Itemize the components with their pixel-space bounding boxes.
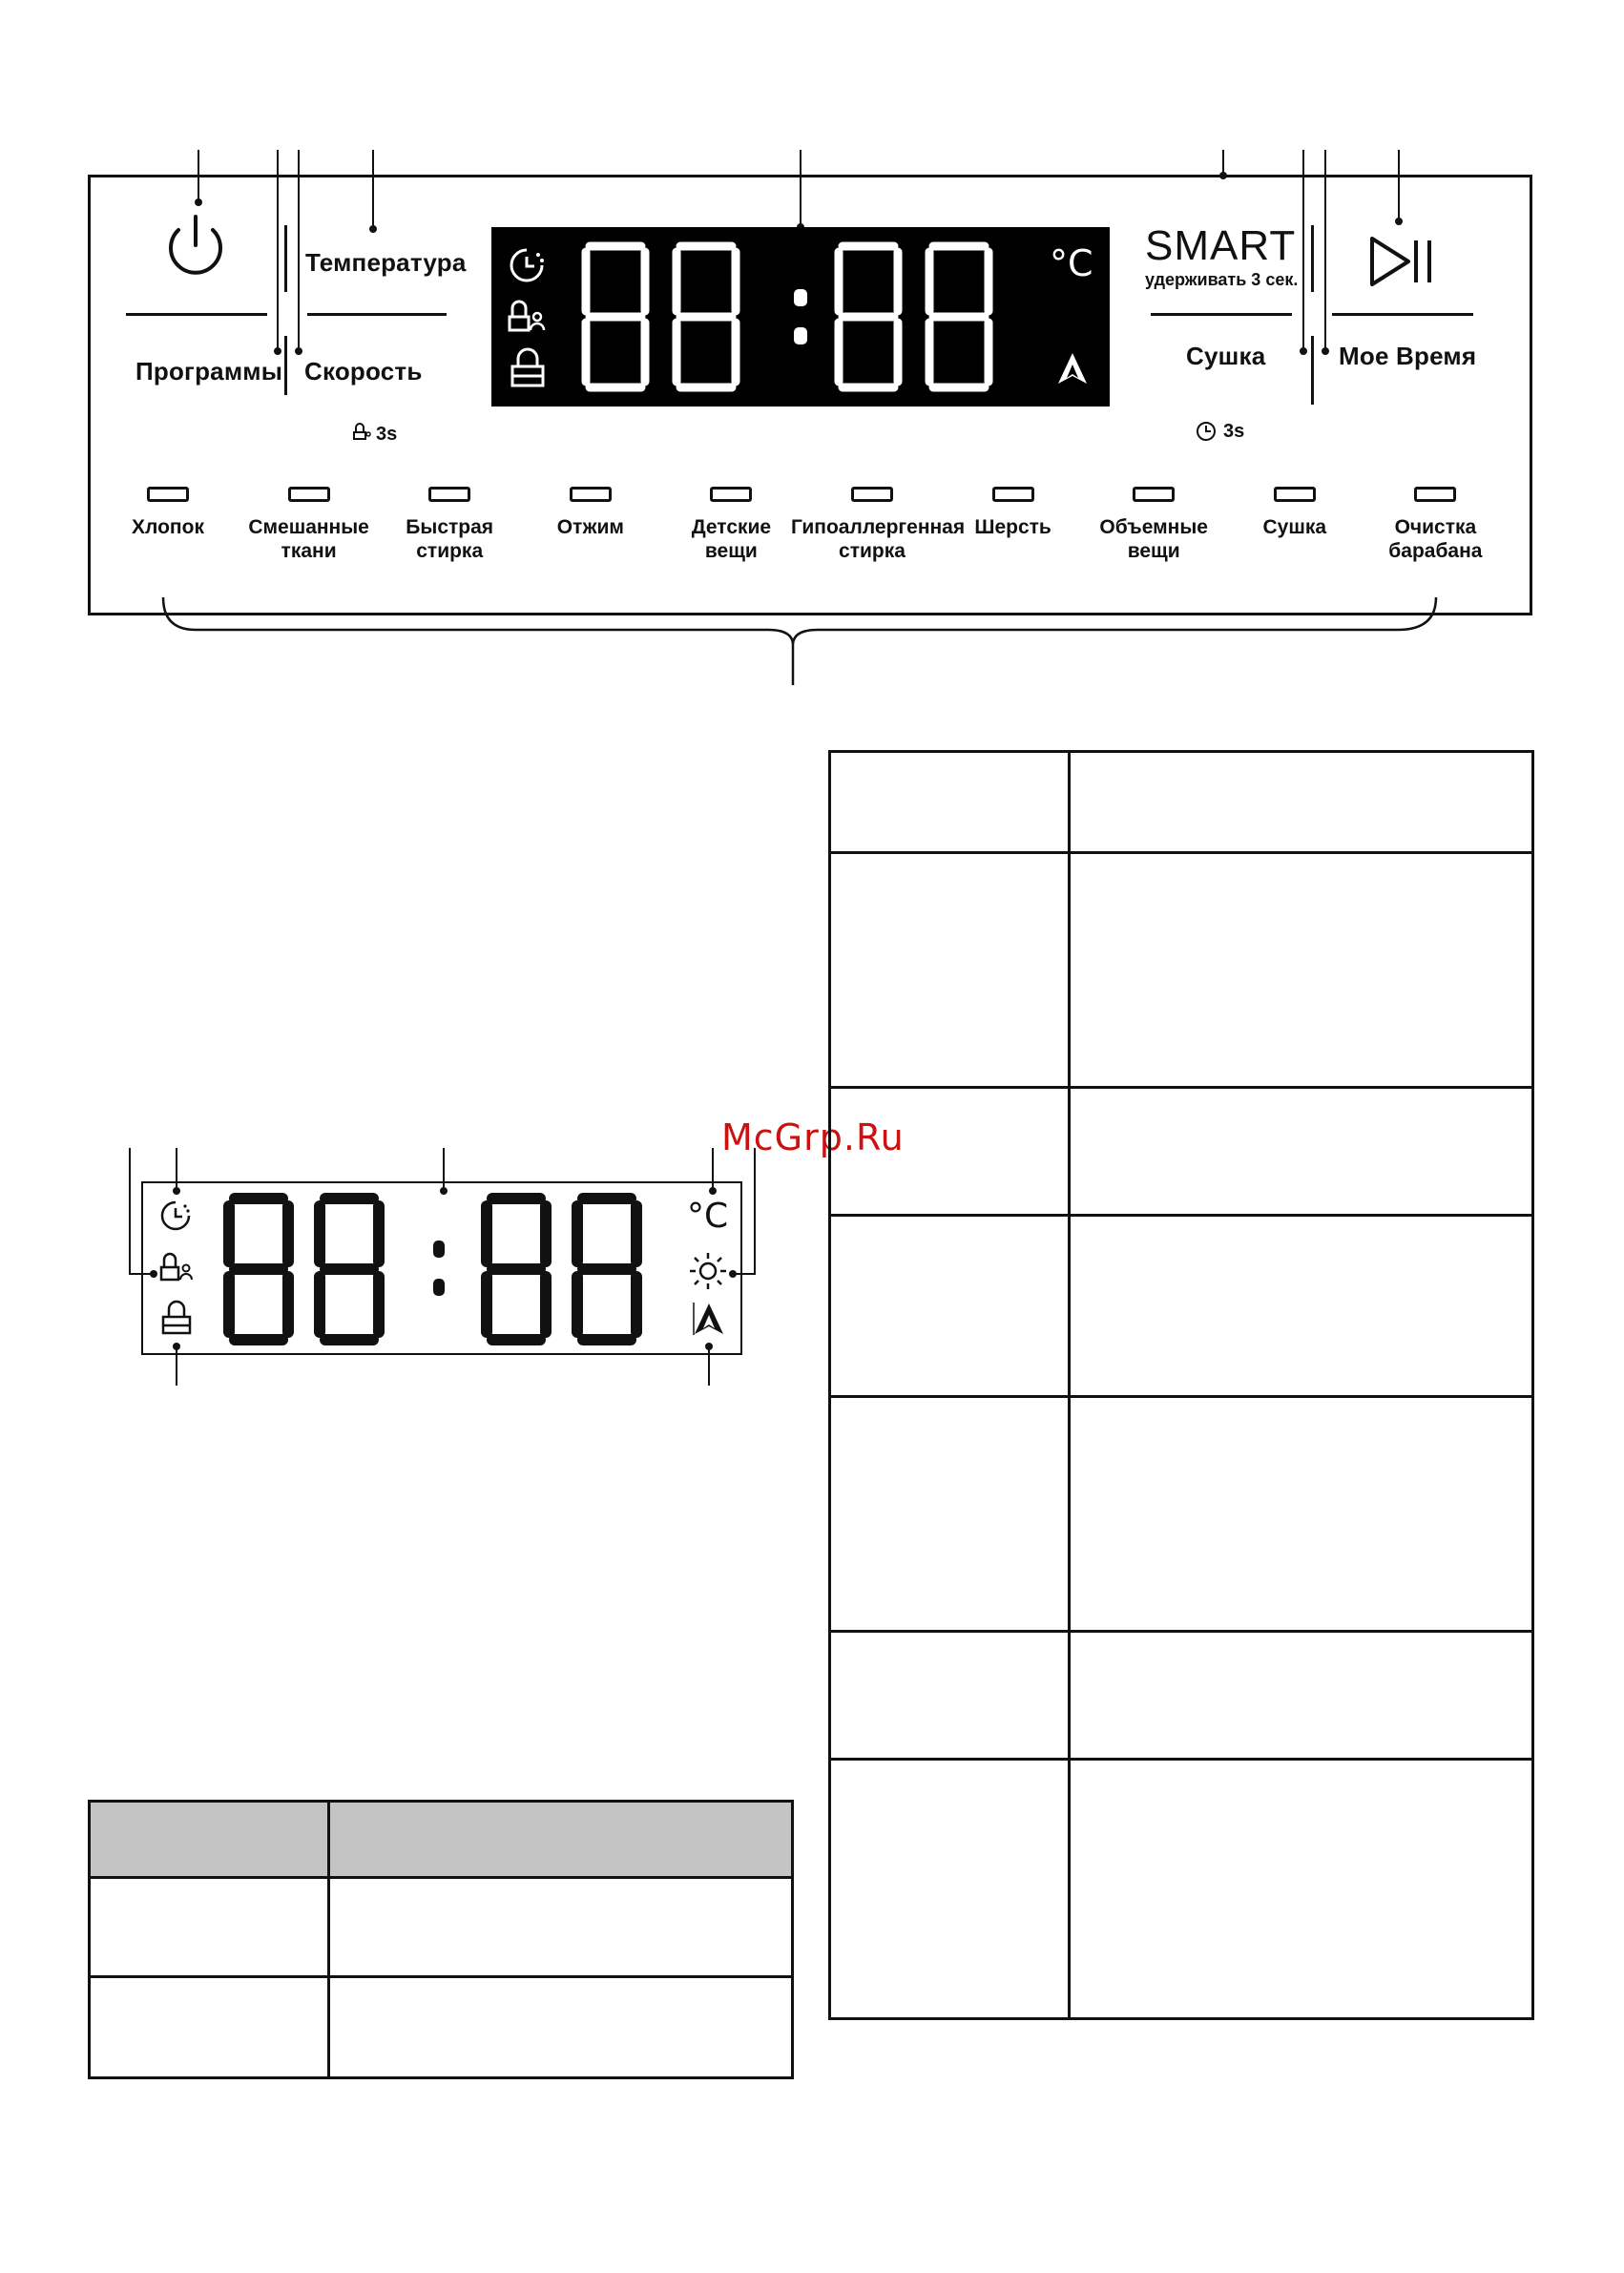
callout-line xyxy=(372,150,374,228)
timer-icon xyxy=(1195,420,1218,443)
watermark: McGrp.Ru xyxy=(721,1116,905,1158)
play-pause-button[interactable] xyxy=(1366,231,1443,292)
table-cell xyxy=(90,1878,329,1977)
program-indicator[interactable] xyxy=(1414,487,1456,502)
table-cell xyxy=(1070,1760,1533,2019)
program-label: Сушка xyxy=(1262,516,1327,538)
program-bracket xyxy=(157,592,1446,687)
smart-button[interactable]: SMART xyxy=(1145,222,1297,269)
table-cell xyxy=(329,1977,793,2078)
callout-line xyxy=(129,1273,152,1275)
program-option[interactable] xyxy=(228,515,390,563)
auto-icon xyxy=(1056,351,1089,386)
programs-button[interactable]: Программы xyxy=(135,357,283,386)
program-indicator[interactable] xyxy=(710,487,752,502)
child-lock-icon xyxy=(158,1250,195,1286)
program-option[interactable] xyxy=(1214,515,1376,539)
door-lock-icon xyxy=(160,1300,193,1336)
table-cell xyxy=(329,1878,793,1977)
program-label: Отжим xyxy=(556,516,624,538)
my-time-button[interactable]: Мое Время xyxy=(1339,342,1477,370)
dry-button[interactable]: Сушка xyxy=(1186,342,1266,370)
smart-hint: удерживать 3 сек. xyxy=(1145,270,1299,289)
divider xyxy=(1311,225,1314,292)
program-indicator[interactable] xyxy=(570,487,612,502)
divider xyxy=(284,336,287,395)
celsius-icon: °C xyxy=(1050,242,1093,284)
program-label: Быстрая стирка xyxy=(406,516,494,562)
table-cell xyxy=(830,853,1070,1088)
table-cell xyxy=(1070,1397,1533,1632)
callout-dot xyxy=(1322,347,1329,355)
colon-dot xyxy=(433,1279,445,1296)
callout-line xyxy=(800,150,802,228)
digit xyxy=(577,1199,636,1340)
program-option[interactable] xyxy=(1072,515,1235,563)
callout-dot xyxy=(369,225,377,233)
program-label: Очистка барабана xyxy=(1388,516,1483,562)
program-option[interactable] xyxy=(1354,515,1516,563)
callout-dot xyxy=(274,347,281,355)
table-cell xyxy=(90,1977,329,2078)
program-option[interactable] xyxy=(510,515,672,539)
program-indicator[interactable] xyxy=(1274,487,1316,502)
program-indicator[interactable] xyxy=(288,487,330,502)
table-header-cell xyxy=(90,1802,329,1878)
table-cell xyxy=(830,1397,1070,1632)
callout-line xyxy=(754,1148,756,1274)
timer-icon xyxy=(158,1199,193,1233)
divider xyxy=(126,313,267,316)
speed-button[interactable]: Скорость xyxy=(304,357,423,386)
digit xyxy=(229,1199,288,1340)
child-lock-icon xyxy=(507,298,547,338)
program-label: Хлопок xyxy=(132,516,204,538)
table-header-cell xyxy=(329,1802,793,1878)
callout-dot xyxy=(1219,172,1227,179)
celsius-icon: °C xyxy=(687,1197,729,1236)
callout-dot xyxy=(173,1187,180,1195)
table-cell xyxy=(1070,1632,1533,1760)
callout-dot xyxy=(173,1343,180,1350)
program-label: Шерсть xyxy=(974,516,1051,538)
program-option[interactable] xyxy=(932,515,1094,539)
program-indicator[interactable] xyxy=(992,487,1034,502)
callout-line xyxy=(708,1345,710,1386)
colon-dot xyxy=(433,1241,445,1258)
program-label: Детские вещи xyxy=(691,516,772,562)
callout-line xyxy=(277,150,279,350)
callout-line xyxy=(712,1148,714,1192)
digit xyxy=(487,1199,546,1340)
program-option[interactable] xyxy=(650,515,812,563)
digit xyxy=(320,1199,379,1340)
timer-icon xyxy=(507,245,547,285)
timer-hold-time: 3s xyxy=(1223,421,1245,442)
divider xyxy=(1311,336,1314,405)
door-lock-icon xyxy=(509,347,547,389)
digit xyxy=(677,246,736,387)
callout-line xyxy=(129,1148,131,1274)
divider xyxy=(307,313,447,316)
program-indicator[interactable] xyxy=(1133,487,1175,502)
sun-icon xyxy=(687,1250,729,1292)
program-indicator[interactable] xyxy=(147,487,189,502)
callout-dot xyxy=(295,347,302,355)
callout-dot xyxy=(729,1270,737,1278)
play-pause-icon xyxy=(1366,231,1443,292)
table-cell xyxy=(830,1216,1070,1397)
table-cell xyxy=(830,1760,1070,2019)
table-cell xyxy=(1070,853,1533,1088)
divider xyxy=(1151,313,1292,316)
power-button[interactable] xyxy=(157,205,234,282)
time-display xyxy=(216,1189,664,1347)
callout-dot xyxy=(1395,218,1403,225)
digit xyxy=(586,246,645,387)
program-option[interactable] xyxy=(791,515,966,563)
auto-icon xyxy=(693,1302,725,1336)
colon-dot xyxy=(794,289,807,306)
program-label: Объемные вещи xyxy=(1099,516,1208,562)
table-cell xyxy=(830,1632,1070,1760)
callout-line xyxy=(298,150,300,352)
callout-line xyxy=(1324,150,1326,352)
callout-line xyxy=(176,1148,177,1192)
right-table xyxy=(828,750,1534,2020)
table-cell xyxy=(1070,1216,1533,1397)
divider xyxy=(284,225,287,292)
callout-dot xyxy=(705,1343,713,1350)
left-table xyxy=(88,1800,794,2079)
callout-line xyxy=(443,1148,445,1192)
colon-dot xyxy=(794,327,807,344)
callout-line xyxy=(1302,150,1304,352)
program-label: Гипоаллергенная стирка xyxy=(791,516,966,562)
program-indicator[interactable] xyxy=(851,487,893,502)
digit xyxy=(929,246,989,387)
callout-line xyxy=(176,1345,177,1386)
callout-dot xyxy=(150,1270,157,1278)
child-lock-icon xyxy=(352,421,373,442)
callout-dot xyxy=(709,1187,717,1195)
program-option[interactable] xyxy=(368,515,531,563)
callout-line xyxy=(198,150,199,203)
power-icon xyxy=(157,205,234,282)
program-label: Смешанные ткани xyxy=(248,516,369,562)
program-indicator[interactable] xyxy=(428,487,470,502)
time-display xyxy=(573,237,1031,397)
table-cell xyxy=(830,1088,1070,1216)
program-option[interactable] xyxy=(87,515,249,539)
table-cell xyxy=(1070,1088,1533,1216)
table-cell xyxy=(1070,752,1533,853)
callout-dot xyxy=(1300,347,1307,355)
divider xyxy=(1332,313,1473,316)
digit xyxy=(839,246,898,387)
callout-line xyxy=(1398,150,1400,222)
temperature-button[interactable]: Температура xyxy=(305,248,467,277)
child-lock-hold-time: 3s xyxy=(376,424,398,445)
table-cell xyxy=(830,752,1070,853)
